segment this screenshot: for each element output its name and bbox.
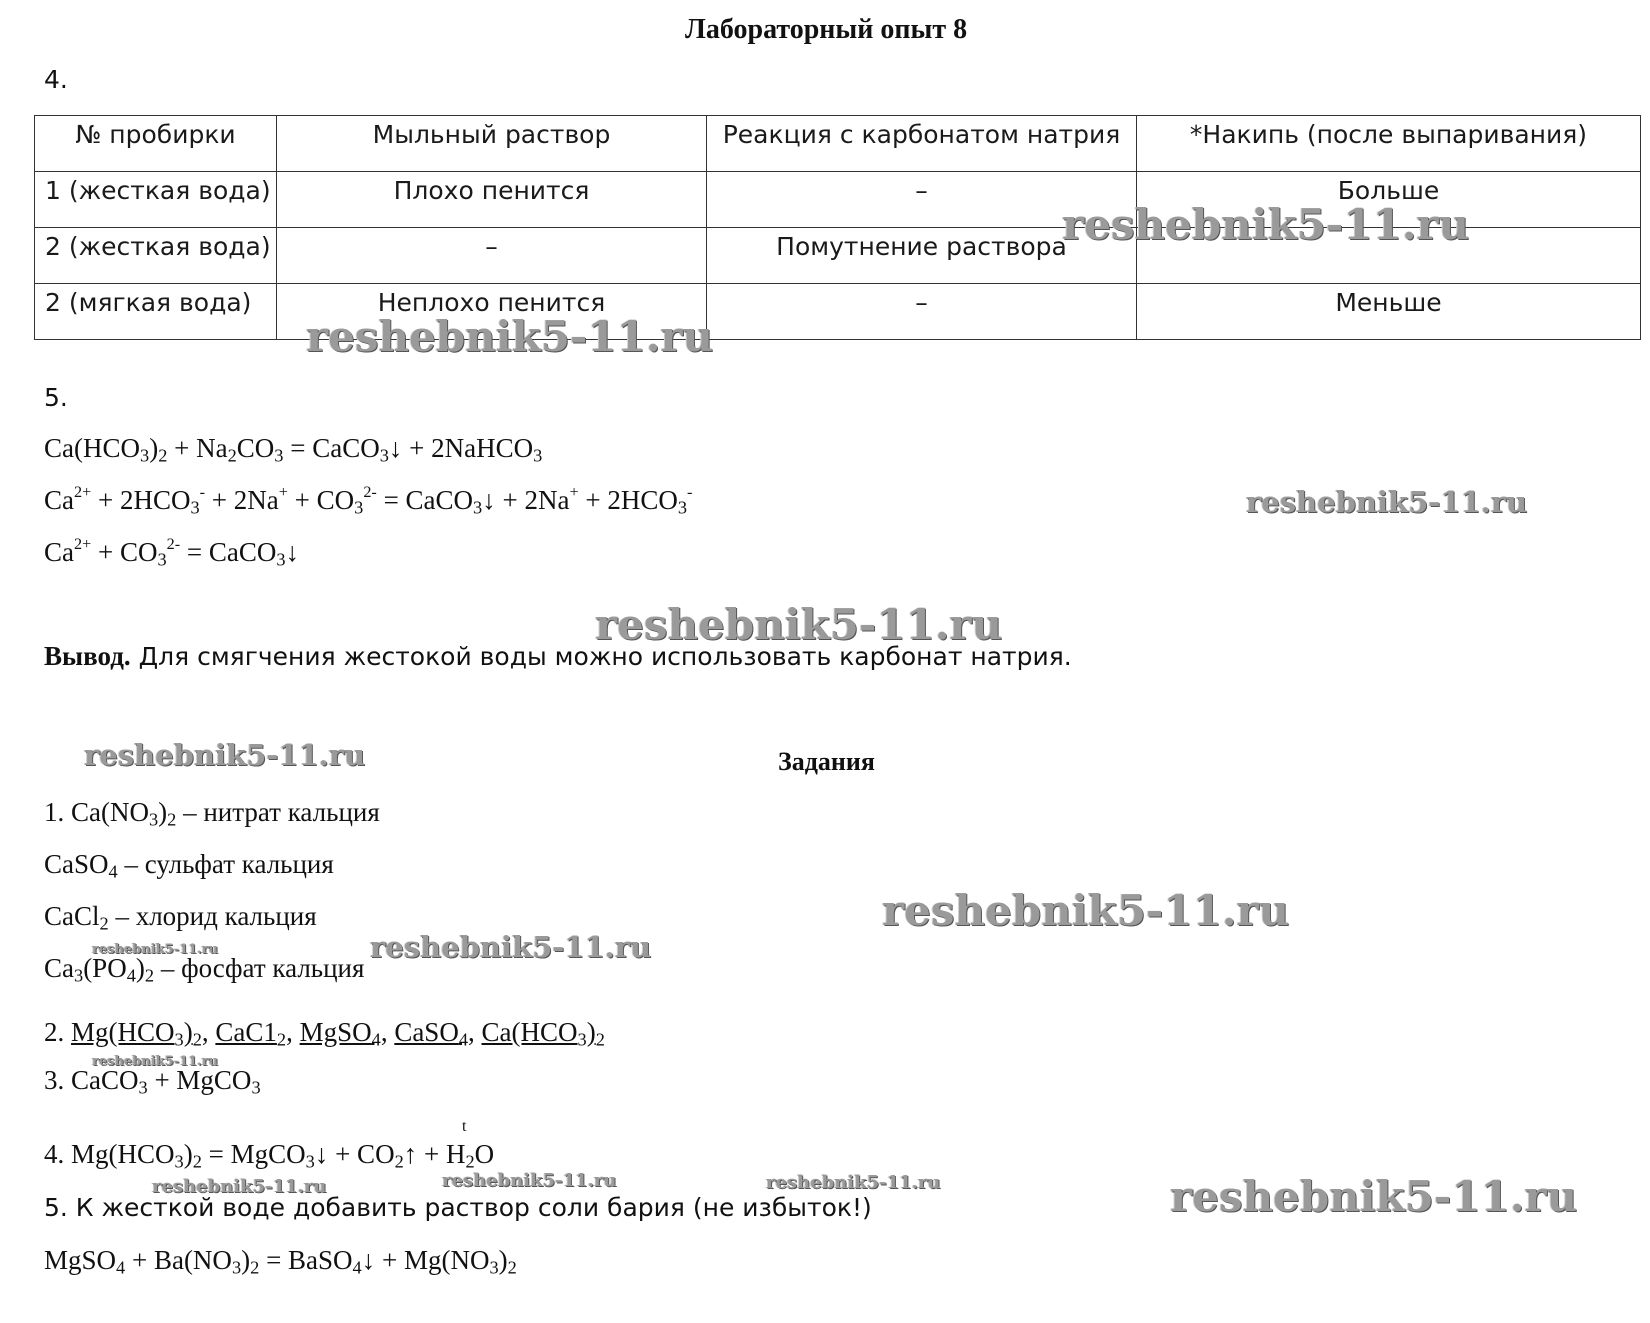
watermark: reshebnik5-11.ru (92, 1054, 219, 1069)
section-4-label: 4. (44, 65, 68, 94)
task-3: 3. CaCO$_3$ + MgCO$_3$ (44, 1065, 261, 1098)
watermark: reshebnik5-11.ru (882, 886, 1290, 935)
watermark: reshebnik5-11.ru (1062, 200, 1470, 249)
watermark: reshebnik5-11.ru (92, 942, 219, 957)
table-header: № пробирки (35, 116, 277, 172)
watermark: reshebnik5-11.ru (84, 738, 366, 772)
task-1-line-4: $Ca_3(PO_4)_2$ – фосфат кальция (44, 953, 365, 986)
table-header: Мыльный раствор (277, 116, 707, 172)
task-5: 5. К жесткой воде добавить раствор соли бария (не избыток!) (44, 1193, 872, 1222)
table-cell: Плохо пенится (277, 172, 707, 228)
table-header: *Накипь (после выпаривания) (1137, 116, 1641, 172)
conclusion-text: Для смягчения жестокой воды можно использовать карбонат натрия. (130, 642, 1072, 671)
table-header-row (35, 116, 1641, 172)
table-cell: 1 (жесткая вода) (35, 172, 277, 228)
table-cell: Меньше (1137, 284, 1641, 340)
table-cell: – (707, 172, 1137, 228)
task-1-line-2: CaSO$_4$ – сульфат кальция (44, 849, 334, 882)
watermark: reshebnik5-11.ru (766, 1172, 941, 1193)
conclusion-label: Вывод. (44, 641, 131, 671)
page-title: Лабораторный опыт 8 (685, 14, 968, 45)
equation-short-ionic: $Ca^{2+} + CO_3^{2-}$ = CaCO$_3$↓ (44, 534, 300, 570)
watermark: reshebnik5-11.ru (152, 1176, 327, 1197)
task-4-condition: t (462, 1118, 467, 1135)
table-cell: Неплохо пенится (277, 284, 707, 340)
task-1-line-3: CaCl$_2$ – хлорид кальция (44, 901, 317, 934)
task-5-equation: MgSO$_4$ + $Ba(NO_3)_2$ = BaSO$_4$↓ + $Mg(NO_3)_2$ (44, 1245, 517, 1278)
watermark: reshebnik5-11.ru (442, 1170, 617, 1191)
task-2: 2. $Mg(HCO_3)_2$, $CaC1_2$, MgSO$_4$, CaSO$_4$, $Ca(HCO_3)_2$ (44, 1017, 605, 1050)
table-cell: 2 (жесткая вода) (35, 228, 277, 284)
table-cell: Больше (1137, 172, 1641, 228)
table-cell: – (707, 284, 1137, 340)
task-4: 4. $Mg(HCO_3)_2$ = MgCO$_3$↓ + $CO_2↑ + H_2O$ (44, 1139, 495, 1172)
table-cell: Помутнение раствора (707, 228, 1137, 284)
equation-full-ionic: $Ca^{2+} + 2HCO_3^- + 2Na^+ + CO_3^{2-}$ = CaCO$_3$↓ + $2Na^+ + 2HCO_3^-$ (44, 482, 693, 518)
watermark: reshebnik5-11.ru (370, 930, 652, 964)
table-cell: 2 (мягкая вода) (35, 284, 277, 340)
watermark: reshebnik5-11.ru (306, 312, 714, 361)
watermark: reshebnik5-11.ru (1246, 485, 1528, 519)
task-1-line-1: 1. $Ca(NO_3)_2$ – нитрат кальция (44, 797, 380, 830)
section-5-label: 5. (44, 383, 68, 412)
table-cell: – (277, 228, 707, 284)
table-header: Реакция с карбонатом натрия (707, 116, 1137, 172)
tasks-title: Задания (778, 747, 875, 776)
watermark: reshebnik5-11.ru (595, 600, 1003, 649)
table-row (35, 284, 1641, 340)
equation-molecular: $Ca(HCO_3)_2 + Na_2CO_3$ = CaCO$_3$↓ + 2NaHCO$_3$ (44, 433, 543, 466)
watermark: reshebnik5-11.ru (1170, 1172, 1578, 1221)
